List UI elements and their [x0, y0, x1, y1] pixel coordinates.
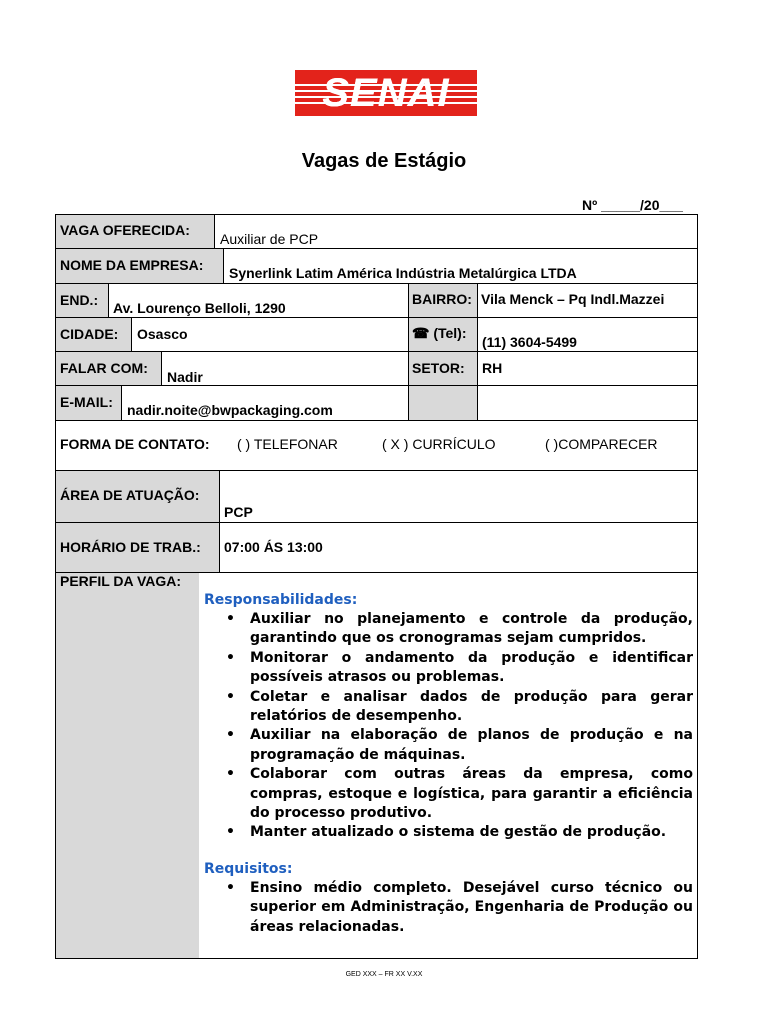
list-item: • Colaborar com outras áreas da empresa, como compras, estoque e logística, para garantir a eficiência do processo produtivo.	[226, 766, 693, 822]
contato-option-telefonar: ( ) TELEFONAR	[237, 436, 338, 452]
logo-text: SENAI	[322, 71, 450, 115]
cidade-value: Osasco	[137, 326, 188, 342]
setor-value-cell	[477, 351, 698, 386]
form-table	[55, 214, 698, 959]
senai-logo	[295, 70, 477, 116]
horario-value: 07:00 ÁS 13:00	[224, 539, 323, 555]
list-item: • Coletar e analisar dados de produção para gerar relatórios de desempenho.	[226, 688, 693, 725]
empresa-value: Synerlink Latim América Indústria Metalúrgica LTDA	[229, 265, 577, 281]
falar-label: FALAR COM:	[60, 360, 148, 376]
bairro-value: Vila Menck – Pq Indl.Mazzei	[481, 291, 665, 307]
page-title: Vagas de Estágio	[301, 150, 467, 172]
email-blank-value-cell	[477, 385, 698, 421]
area-value-cell	[219, 470, 698, 523]
list-item: • Manter atualizado o sistema de gestão de produção.	[226, 824, 667, 841]
falar-value: Nadir	[167, 369, 203, 385]
list-item: • Ensino médio completo. Desejável curso técnico ou superior em Administração, Engenharia de Produção ou áreas relacionadas.	[226, 879, 693, 935]
horario-label: HORÁRIO DE TRAB.:	[60, 539, 201, 555]
contato-label: FORMA DE CONTATO:	[60, 436, 210, 452]
document-footer-code: GED XXX – FR XX V.XX	[345, 971, 423, 978]
perfil-label-cell	[56, 573, 199, 958]
end-label: END.:	[60, 292, 99, 308]
list-item: • Monitorar o andamento da produção e identificar possíveis atrasos ou problemas.	[226, 649, 693, 686]
perfil-content	[204, 590, 693, 937]
vaga-value: Auxiliar de PCP	[220, 231, 319, 247]
responsabilidades-list	[204, 610, 693, 843]
setor-value: RH	[482, 360, 503, 376]
responsabilidades-heading: Responsabilidades:	[204, 592, 358, 608]
tel-value: (11) 3604-5499	[482, 334, 577, 350]
requisitos-heading: Requisitos:	[204, 860, 293, 877]
end-value: Av. Lourenço Belloli, 1290	[113, 300, 286, 316]
area-value: PCP	[224, 504, 253, 520]
setor-label: SETOR:	[412, 360, 465, 376]
tel-label: ☎ (Tel):	[412, 325, 467, 341]
area-label: ÁREA DE ATUAÇÃO:	[60, 487, 200, 503]
cidade-label: CIDADE:	[60, 326, 119, 342]
requisitos-list	[204, 879, 693, 937]
list-item: • Auxiliar no planejamento e controle da produção, garantindo que os cronogramas sejam cumpridos.	[226, 611, 693, 647]
contato-option-curriculo: ( X ) CURRÍCULO	[382, 436, 496, 452]
bairro-label: BAIRRO:	[412, 291, 472, 307]
empresa-label: NOME DA EMPRESA:	[60, 257, 204, 273]
email-label: E-MAIL:	[60, 394, 113, 410]
perfil-label: PERFIL DA VAGA:	[60, 573, 182, 589]
contato-option-comparecer: ( )COMPARECER	[545, 436, 658, 452]
email-blank-label-cell	[408, 385, 478, 421]
vaga-label: VAGA OFERECIDA:	[60, 222, 190, 238]
email-value: nadir.noite@bwpackaging.com	[127, 402, 333, 418]
form-number: Nº _____/20___	[582, 197, 683, 213]
list-item: • Auxiliar na elaboração de planos de produção e na programação de máquinas.	[226, 727, 693, 763]
